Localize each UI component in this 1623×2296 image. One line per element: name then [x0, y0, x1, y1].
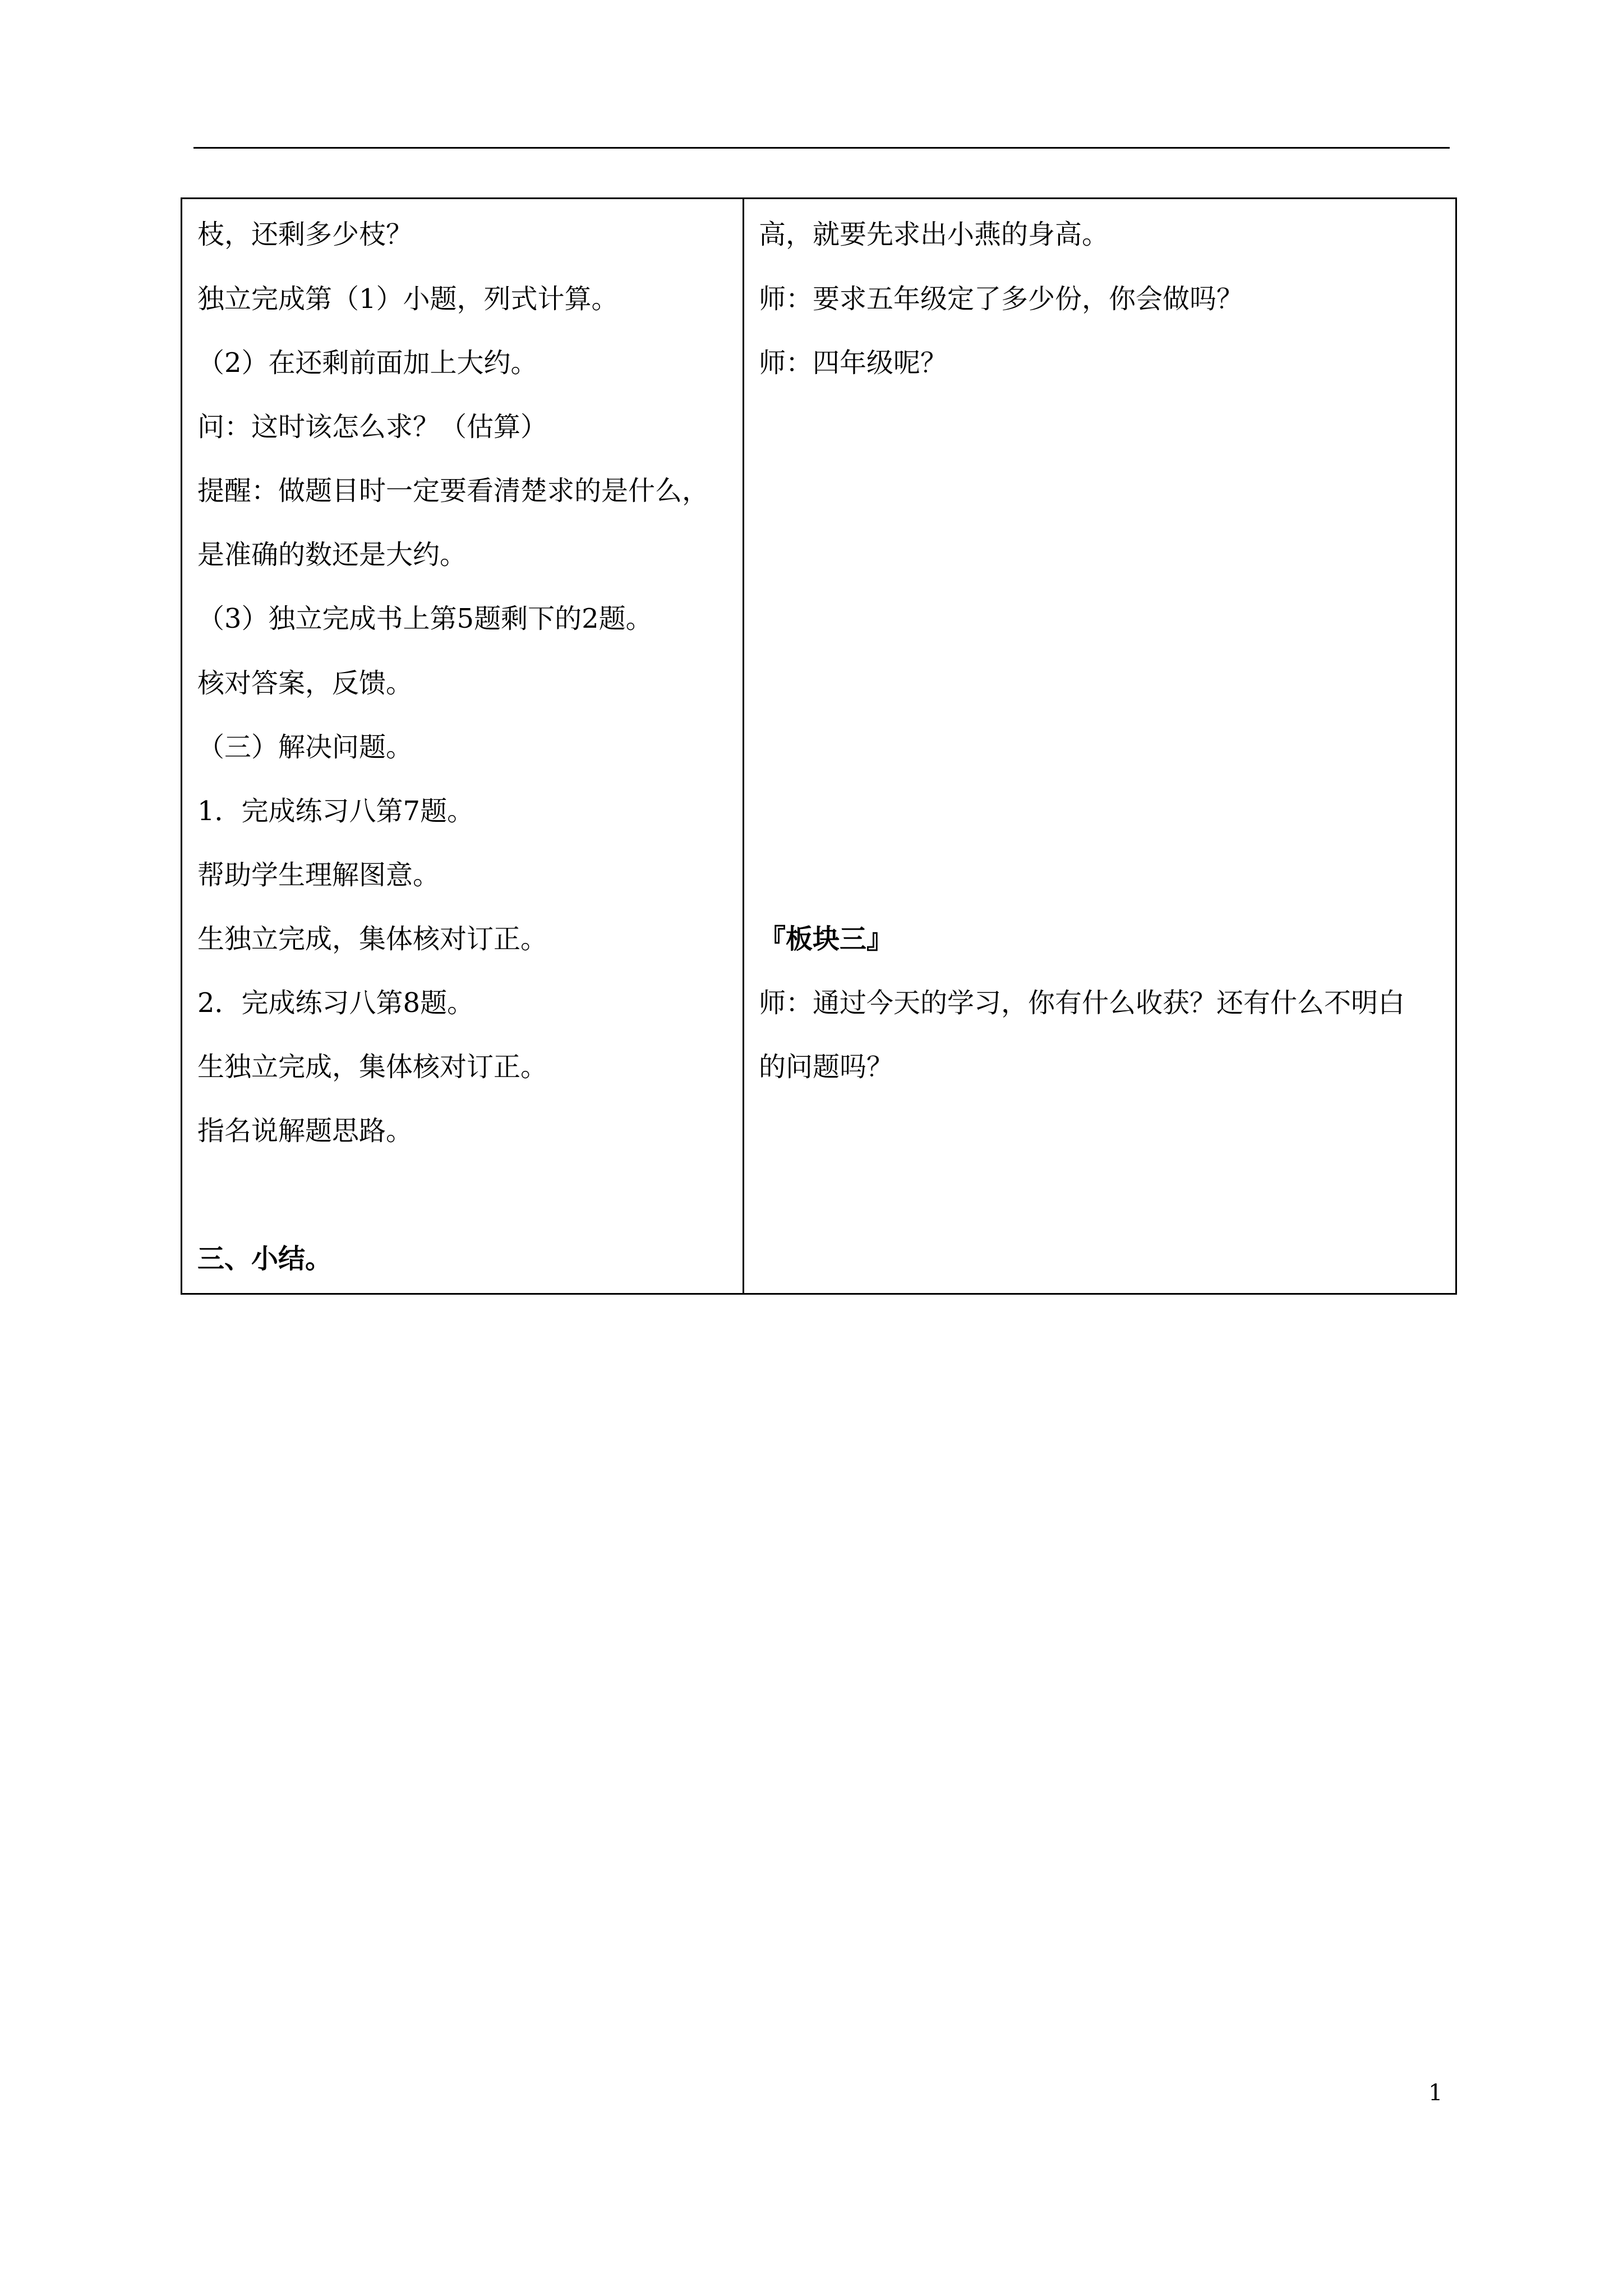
- right-line-3: 师：四年级呢？: [759, 347, 948, 379]
- left-column: [182, 199, 744, 1293]
- right-closing-line-1: 师：通过今天的学习，你有什么收获？还有什么不明白: [759, 987, 1405, 1019]
- left-line-8: 核对答案，反馈。: [197, 668, 413, 699]
- header-rule: [193, 147, 1450, 149]
- left-line-4: 问：这时该怎么求？（估算）: [197, 411, 548, 443]
- block-heading: 『板块三』: [759, 923, 894, 955]
- left-line-10: 1．完成练习八第7题。: [197, 795, 474, 827]
- left-line-3: （2）在还剩前面加上大约。: [197, 347, 538, 379]
- lesson-table: [181, 197, 1457, 1295]
- left-line-5: 提醒：做题目时一定要看清楚求的是什么，: [197, 475, 709, 507]
- left-line-15: 指名说解题思路。: [197, 1115, 413, 1147]
- left-line-1: 枝，还剩多少枝？: [197, 219, 413, 250]
- left-line-2: 独立完成第（1）小题，列式计算。: [197, 283, 619, 315]
- left-line-11: 帮助学生理解图意。: [197, 859, 440, 891]
- right-line-2: 师：要求五年级定了多少份，你会做吗？: [759, 283, 1244, 315]
- left-line-6: 是准确的数还是大约。: [197, 539, 467, 570]
- left-line-12: 生独立完成，集体核对订正。: [197, 923, 548, 955]
- right-closing-line-2: 的问题吗？: [759, 1051, 894, 1083]
- right-line-1: 高，就要先求出小燕的身高。: [759, 219, 1109, 250]
- page-number: 1: [1428, 2080, 1443, 2106]
- left-line-7: （3）独立完成书上第5题剩下的2题。: [197, 603, 653, 634]
- left-line-9: （三）解决问题。: [197, 731, 413, 763]
- section-heading-summary: 三、小结。: [197, 1243, 333, 1274]
- left-line-13: 2．完成练习八第8题。: [197, 987, 474, 1019]
- right-column: [744, 199, 1455, 1293]
- left-line-14: 生独立完成，集体核对订正。: [197, 1051, 548, 1083]
